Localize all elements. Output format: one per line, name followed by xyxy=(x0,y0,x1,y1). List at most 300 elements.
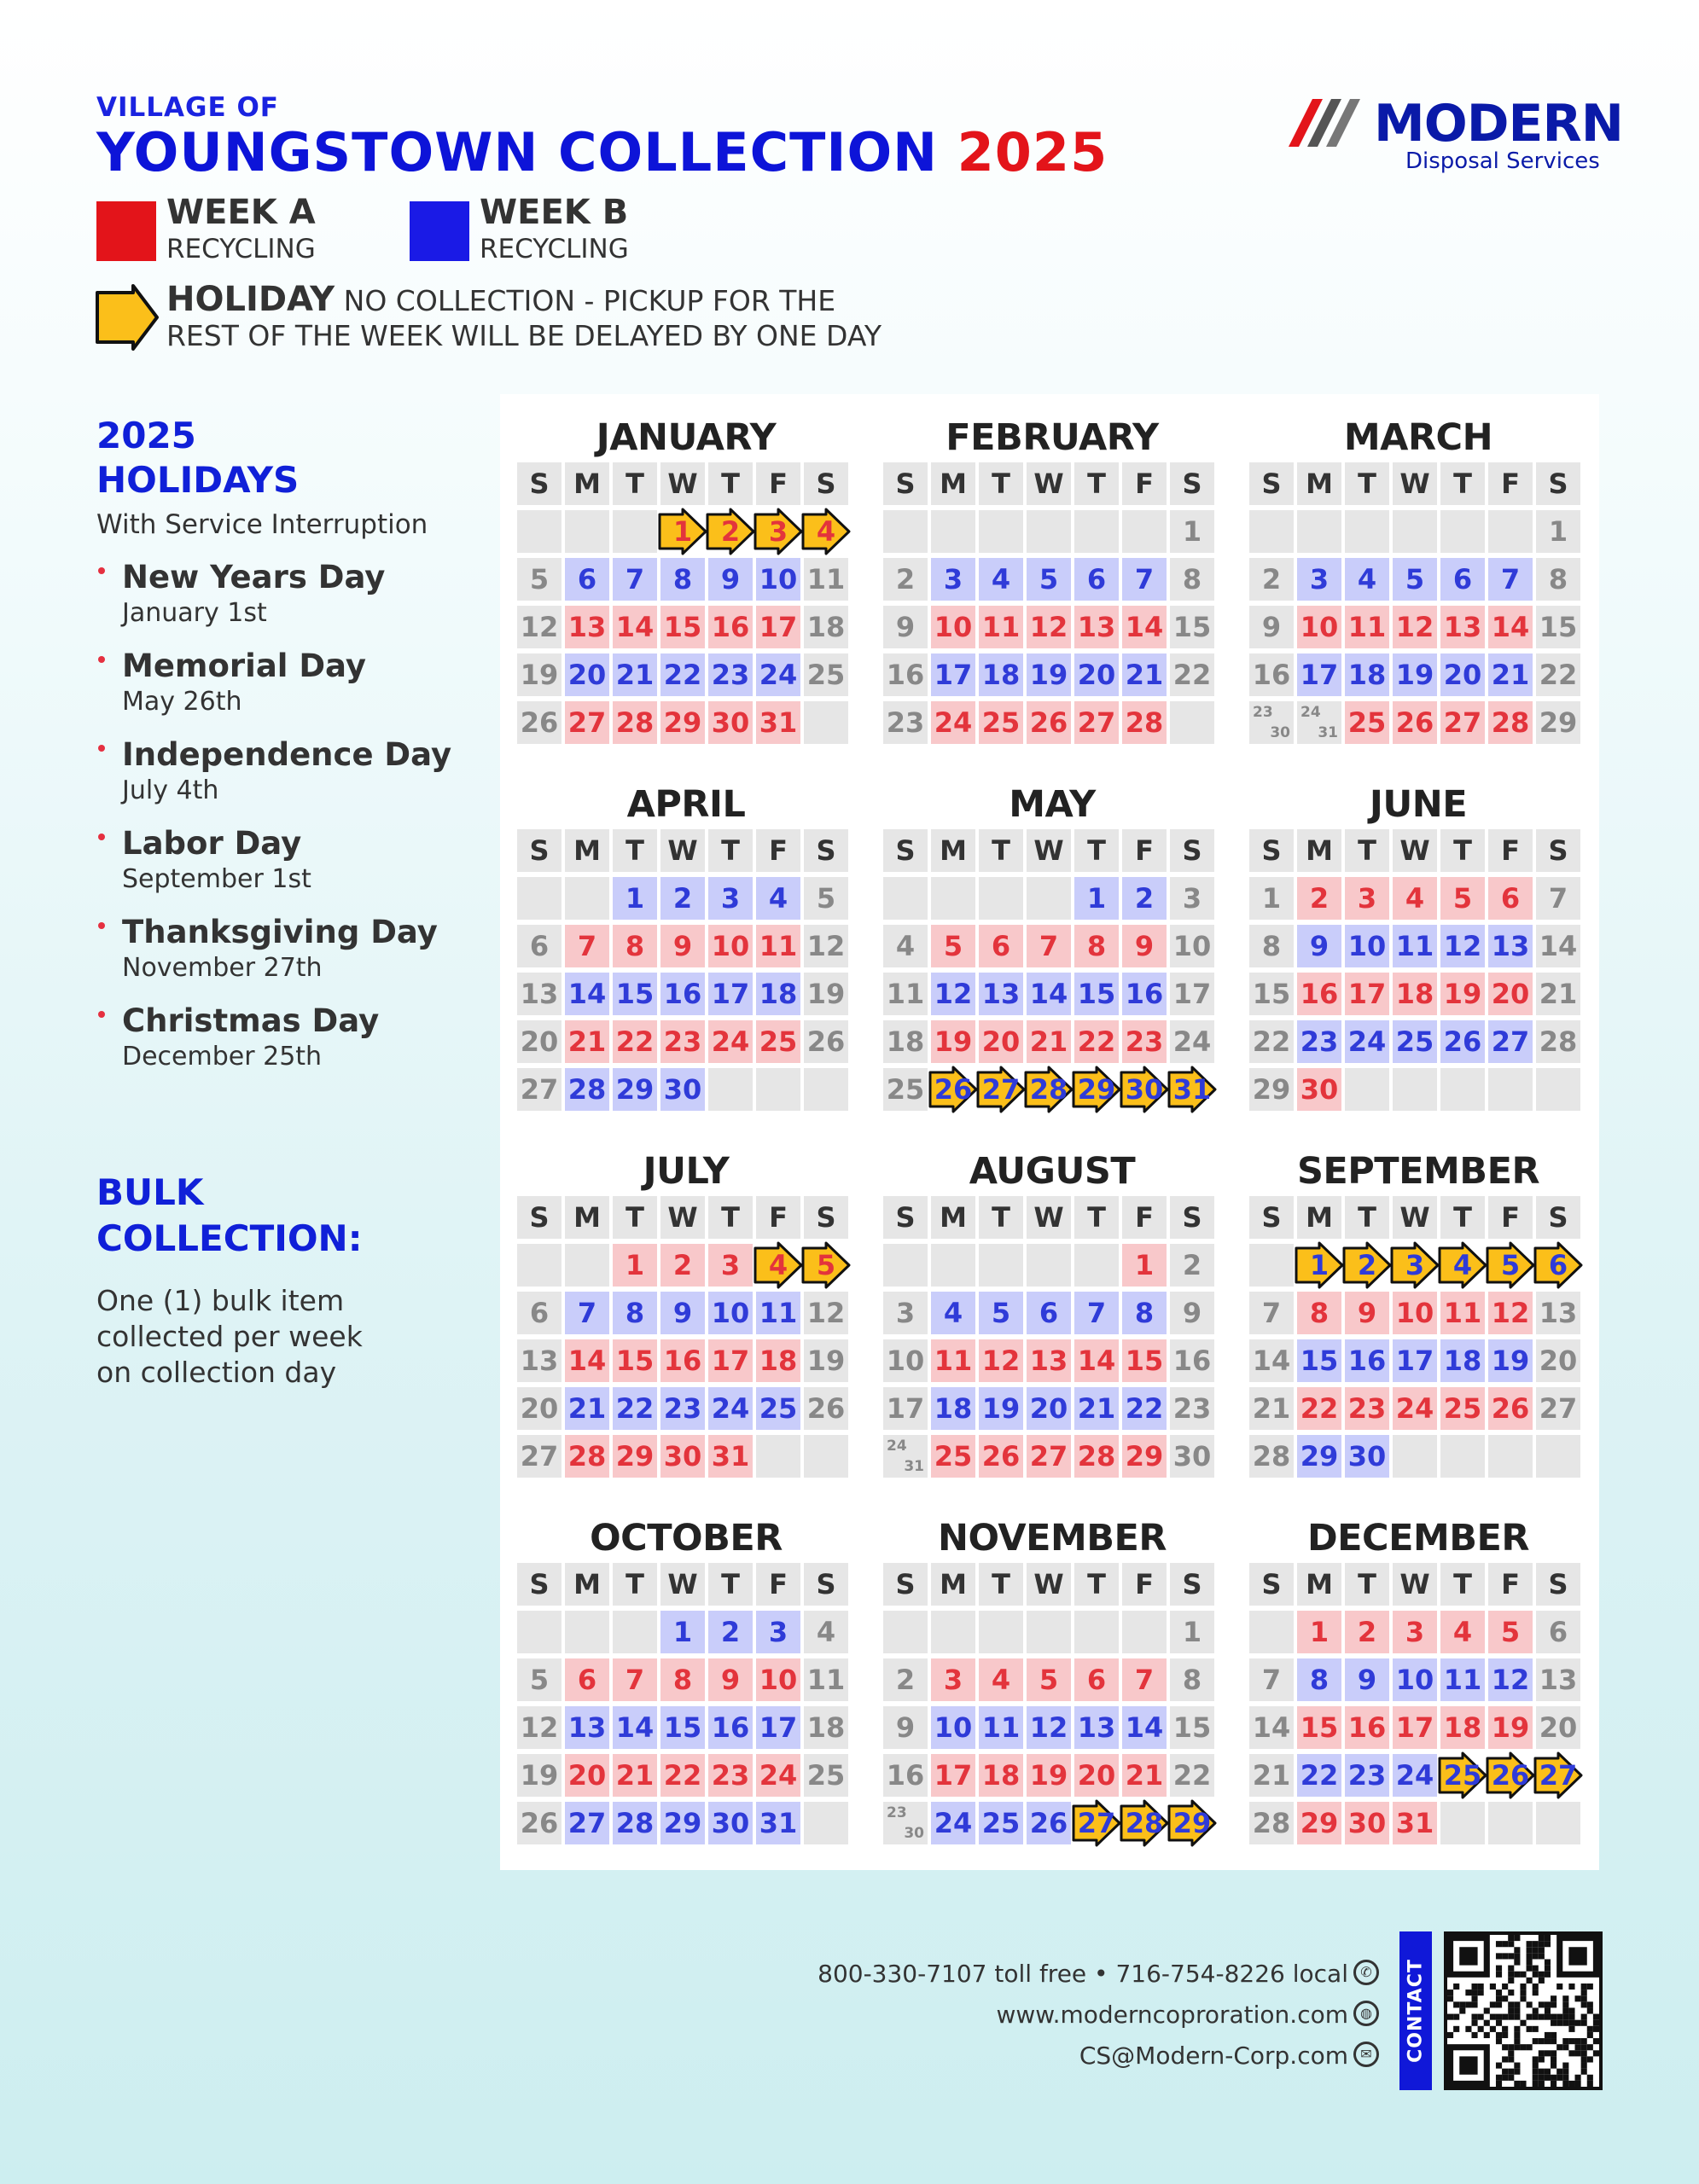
week-a-label: WEEK A xyxy=(166,193,316,232)
split-day-top: 23 xyxy=(1253,704,1273,721)
holiday-name: Memorial Day xyxy=(122,648,367,684)
day-cell: 13 xyxy=(1074,606,1119,648)
day-cell: 7 xyxy=(565,1292,609,1334)
day-cell: 26 xyxy=(517,1802,561,1844)
day-cell: 27 xyxy=(1074,701,1119,744)
empty-cell xyxy=(1393,510,1437,553)
weekday-header: M xyxy=(931,1563,975,1606)
holiday-name: Christmas Day xyxy=(122,1002,380,1039)
holiday-day-cell: 4 xyxy=(1440,1244,1485,1287)
day-cell: 16 xyxy=(660,973,705,1015)
holiday-arrow-icon xyxy=(96,284,159,351)
holiday-day-cell: 4 xyxy=(804,510,848,553)
bulk-heading-2: COLLECTION: xyxy=(96,1217,363,1259)
day-cell: 22 xyxy=(1074,1020,1119,1063)
day-cell: 28 xyxy=(565,1068,609,1111)
month-march xyxy=(1249,416,1587,741)
day-cell: 17 xyxy=(1170,973,1214,1015)
day-cell: 6 xyxy=(1074,1658,1119,1701)
day-cell: 8 xyxy=(1074,925,1119,967)
day-cell: 26 xyxy=(979,1435,1023,1478)
day-cell: 11 xyxy=(756,1292,800,1334)
day-cell: 18 xyxy=(1440,1706,1485,1749)
day-cell: 23 xyxy=(1122,1020,1167,1063)
empty-cell xyxy=(1249,510,1294,553)
day-cell: 21 xyxy=(1122,653,1167,696)
bullet-icon xyxy=(98,745,105,752)
weekday-header: S xyxy=(883,462,928,505)
day-cell: 13 xyxy=(1536,1658,1580,1701)
bulk-description xyxy=(96,1283,455,1391)
weekday-header: S xyxy=(1536,1196,1580,1239)
day-cell: 2 xyxy=(1122,877,1167,920)
holiday-day-cell: 28 xyxy=(1122,1802,1167,1844)
day-cell: 11 xyxy=(979,1706,1023,1749)
contact-website[interactable]: www.moderncoproration.com xyxy=(996,2001,1348,2029)
day-cell: 5 xyxy=(1393,558,1437,601)
day-cell: 26 xyxy=(1027,701,1071,744)
holiday-text-2: REST OF THE WEEK WILL BE DELAYED BY ONE DAY xyxy=(166,319,882,352)
month-august xyxy=(883,1150,1221,1474)
day-cell: 3 xyxy=(1297,558,1341,601)
day-cell: 13 xyxy=(1074,1706,1119,1749)
month-april xyxy=(517,783,855,1107)
day-cell: 10 xyxy=(1393,1292,1437,1334)
day-cell: 21 xyxy=(1122,1754,1167,1797)
day-cell: 2 xyxy=(1170,1244,1214,1287)
day-cell: 23 xyxy=(708,1754,753,1797)
day-cell: 4 xyxy=(804,1611,848,1653)
day-cell xyxy=(883,1802,928,1844)
day-cell: 10 xyxy=(931,1706,975,1749)
day-cell: 22 xyxy=(1170,653,1214,696)
day-cell: 19 xyxy=(1488,1706,1533,1749)
day-cell: 28 xyxy=(565,1435,609,1478)
weekday-header: T xyxy=(1440,1196,1485,1239)
day-cell: 17 xyxy=(883,1387,928,1430)
weekday-header: F xyxy=(756,1563,800,1606)
day-cell: 24 xyxy=(756,653,800,696)
day-cell: 29 xyxy=(660,1802,705,1844)
weekday-header: F xyxy=(1488,829,1533,872)
day-cell: 9 xyxy=(708,558,753,601)
day-cell: 13 xyxy=(1440,606,1485,648)
day-cell: 3 xyxy=(931,1658,975,1701)
day-cell: 24 xyxy=(708,1387,753,1430)
weekday-header: M xyxy=(1297,829,1341,872)
supertitle: VILLAGE OF xyxy=(96,92,279,123)
day-cell: 18 xyxy=(804,606,848,648)
week-a-swatch xyxy=(96,201,156,261)
day-cell: 14 xyxy=(1536,925,1580,967)
day-cell: 1 xyxy=(1170,1611,1214,1653)
day-cell: 14 xyxy=(613,606,657,648)
day-cell: 7 xyxy=(1074,1292,1119,1334)
day-cell: 12 xyxy=(804,925,848,967)
day-cell: 28 xyxy=(1536,1020,1580,1063)
day-cell: 8 xyxy=(1249,925,1294,967)
day-cell: 1 xyxy=(1170,510,1214,553)
empty-cell xyxy=(804,1802,848,1844)
day-cell: 17 xyxy=(931,653,975,696)
day-cell: 23 xyxy=(660,1020,705,1063)
day-cell: 14 xyxy=(1027,973,1071,1015)
day-cell: 22 xyxy=(1249,1020,1294,1063)
holiday-date: May 26th xyxy=(122,687,242,717)
day-cell: 19 xyxy=(931,1020,975,1063)
phone-local[interactable]: 716-754-8226 xyxy=(1115,1960,1285,1988)
day-cell: 16 xyxy=(708,606,753,648)
contact-phones xyxy=(802,1954,1348,1995)
day-cell: 28 xyxy=(1249,1802,1294,1844)
day-cell: 7 xyxy=(613,1658,657,1701)
weekday-header: M xyxy=(565,1563,609,1606)
empty-cell xyxy=(1297,510,1341,553)
toll-free-label: toll free • xyxy=(986,1960,1116,1988)
day-cell: 8 xyxy=(1536,558,1580,601)
empty-cell xyxy=(613,510,657,553)
bulk-line-2: collected per week xyxy=(96,1320,363,1353)
day-cell: 26 xyxy=(1027,1802,1071,1844)
weekday-header: S xyxy=(883,829,928,872)
day-cell: 10 xyxy=(1170,925,1214,967)
empty-cell xyxy=(979,877,1023,920)
day-cell: 21 xyxy=(1488,653,1533,696)
day-cell: 30 xyxy=(708,701,753,744)
empty-cell xyxy=(979,510,1023,553)
day-cell: 17 xyxy=(708,1339,753,1382)
empty-cell xyxy=(931,1244,975,1287)
day-cell: 5 xyxy=(1027,558,1071,601)
day-cell: 5 xyxy=(931,925,975,967)
day-cell: 19 xyxy=(1027,653,1071,696)
month-title: JANUARY xyxy=(596,416,777,459)
day-cell: 13 xyxy=(1488,925,1533,967)
weekday-header: S xyxy=(804,1563,848,1606)
day-cell: 26 xyxy=(517,701,561,744)
day-cell: 21 xyxy=(613,653,657,696)
day-cell: 12 xyxy=(1027,1706,1071,1749)
day-cell: 29 xyxy=(1249,1068,1294,1111)
day-cell: 1 xyxy=(613,1244,657,1287)
day-cell: 4 xyxy=(979,1658,1023,1701)
day-cell: 16 xyxy=(1170,1339,1214,1382)
day-cell: 30 xyxy=(1345,1802,1389,1844)
day-cell: 22 xyxy=(1122,1387,1167,1430)
day-cell: 22 xyxy=(1297,1387,1341,1430)
day-cell: 1 xyxy=(1122,1244,1167,1287)
holiday-date: September 1st xyxy=(122,864,311,894)
month-title: FEBRUARY xyxy=(946,416,1159,459)
day-cell: 9 xyxy=(1122,925,1167,967)
day-cell: 19 xyxy=(1027,1754,1071,1797)
mail-icon: ✉ xyxy=(1353,2042,1379,2067)
month-june xyxy=(1249,783,1587,1107)
day-cell: 4 xyxy=(1440,1611,1485,1653)
day-cell: 9 xyxy=(1345,1292,1389,1334)
day-cell: 11 xyxy=(1440,1292,1485,1334)
day-cell: 3 xyxy=(1345,877,1389,920)
day-cell: 20 xyxy=(1488,973,1533,1015)
holiday-day-cell: 30 xyxy=(1122,1068,1167,1111)
day-cell: 7 xyxy=(1488,558,1533,601)
empty-cell xyxy=(1536,1802,1580,1844)
day-cell: 11 xyxy=(1440,1658,1485,1701)
empty-cell xyxy=(565,1244,609,1287)
day-cell: 16 xyxy=(1297,973,1341,1015)
weekday-header: F xyxy=(1122,829,1167,872)
day-cell: 8 xyxy=(1170,558,1214,601)
day-cell: 9 xyxy=(1249,606,1294,648)
weekday-header: S xyxy=(1249,462,1294,505)
split-day-top: 24 xyxy=(1300,704,1321,721)
weekday-header: S xyxy=(1170,829,1214,872)
day-cell: 23 xyxy=(1297,1020,1341,1063)
split-day-top: 23 xyxy=(887,1804,907,1821)
holiday-day-cell: 4 xyxy=(756,1244,800,1287)
month-title: MAY xyxy=(1009,783,1096,826)
contact-email[interactable]: CS@Modern-Corp.com xyxy=(1079,2042,1348,2070)
holiday-day-cell: 28 xyxy=(1027,1068,1071,1111)
bullet-icon xyxy=(98,1011,105,1018)
weekday-header: T xyxy=(613,462,657,505)
day-cell: 18 xyxy=(979,1754,1023,1797)
day-cell: 25 xyxy=(1345,701,1389,744)
empty-cell xyxy=(1440,510,1485,553)
empty-cell xyxy=(756,1068,800,1111)
day-cell: 9 xyxy=(883,606,928,648)
day-cell: 13 xyxy=(565,1706,609,1749)
weekday-header: S xyxy=(517,829,561,872)
day-cell: 15 xyxy=(1170,606,1214,648)
day-cell: 20 xyxy=(1536,1339,1580,1382)
day-cell: 2 xyxy=(708,1611,753,1653)
weekday-header: T xyxy=(1345,1563,1389,1606)
title-text: YOUNGSTOWN COLLECTION xyxy=(96,121,939,183)
day-cell: 11 xyxy=(1393,925,1437,967)
day-cell: 12 xyxy=(931,973,975,1015)
empty-cell xyxy=(883,510,928,553)
weekday-header: T xyxy=(979,1196,1023,1239)
weekday-header: T xyxy=(613,1563,657,1606)
empty-cell xyxy=(517,1611,561,1653)
day-cell: 20 xyxy=(1536,1706,1580,1749)
calendar-panel xyxy=(500,394,1599,1870)
day-cell: 29 xyxy=(1297,1802,1341,1844)
day-cell: 17 xyxy=(1393,1339,1437,1382)
day-cell: 27 xyxy=(1488,1020,1533,1063)
day-cell: 27 xyxy=(1536,1387,1580,1430)
weekday-header: T xyxy=(1074,1196,1119,1239)
holiday-day-cell: 27 xyxy=(979,1068,1023,1111)
day-cell: 19 xyxy=(804,1339,848,1382)
day-cell: 14 xyxy=(1249,1706,1294,1749)
day-cell: 18 xyxy=(756,973,800,1015)
holiday-date: December 25th xyxy=(122,1042,323,1072)
holiday-day-cell: 2 xyxy=(1345,1244,1389,1287)
day-cell: 25 xyxy=(804,1754,848,1797)
week-b-sub: RECYCLING xyxy=(480,234,629,264)
empty-cell xyxy=(931,877,975,920)
holiday-date: November 27th xyxy=(122,953,323,983)
day-cell: 10 xyxy=(708,925,753,967)
day-cell: 18 xyxy=(979,653,1023,696)
day-cell: 29 xyxy=(660,701,705,744)
day-cell: 18 xyxy=(804,1706,848,1749)
day-cell: 3 xyxy=(1170,877,1214,920)
day-cell: 13 xyxy=(979,973,1023,1015)
day-cell: 12 xyxy=(1440,925,1485,967)
day-cell: 4 xyxy=(883,925,928,967)
bullet-icon xyxy=(98,834,105,840)
holiday-day-cell: 25 xyxy=(1440,1754,1485,1797)
day-cell: 6 xyxy=(1488,877,1533,920)
logo-name: MODERN xyxy=(1374,94,1623,154)
empty-cell xyxy=(1249,1611,1294,1653)
empty-cell xyxy=(1170,701,1214,744)
day-cell: 9 xyxy=(1170,1292,1214,1334)
weekday-header: F xyxy=(1488,1196,1533,1239)
empty-cell xyxy=(1027,1611,1071,1653)
empty-cell xyxy=(1488,1802,1533,1844)
holiday-day-cell: 5 xyxy=(804,1244,848,1287)
bulk-heading-1: BULK xyxy=(96,1171,204,1213)
day-cell: 18 xyxy=(756,1339,800,1382)
week-b-swatch xyxy=(410,201,469,261)
weekday-header: S xyxy=(804,1196,848,1239)
day-cell: 9 xyxy=(708,1658,753,1701)
split-day-bottom: 31 xyxy=(904,1458,924,1475)
empty-cell xyxy=(1393,1435,1437,1478)
day-cell: 22 xyxy=(1170,1754,1214,1797)
day-cell: 10 xyxy=(756,1658,800,1701)
day-cell: 8 xyxy=(1170,1658,1214,1701)
day-cell: 25 xyxy=(883,1068,928,1111)
weekday-header: W xyxy=(1027,1563,1071,1606)
day-cell: 17 xyxy=(708,973,753,1015)
day-cell: 16 xyxy=(660,1339,705,1382)
empty-cell xyxy=(565,510,609,553)
day-cell: 6 xyxy=(517,925,561,967)
bullet-icon xyxy=(98,567,105,574)
day-cell: 15 xyxy=(1297,1339,1341,1382)
month-september xyxy=(1249,1150,1587,1474)
day-cell: 20 xyxy=(1074,1754,1119,1797)
month-title: JUNE xyxy=(1369,783,1468,826)
month-title: JULY xyxy=(643,1150,730,1193)
globe-icon: ◍ xyxy=(1353,2001,1379,2026)
day-cell: 16 xyxy=(1345,1339,1389,1382)
weekday-header: S xyxy=(517,462,561,505)
holidays-heading: HOLIDAYS xyxy=(96,459,300,501)
day-cell: 5 xyxy=(1440,877,1485,920)
day-cell: 24 xyxy=(756,1754,800,1797)
weekday-header: S xyxy=(804,829,848,872)
empty-cell xyxy=(931,510,975,553)
day-cell: 28 xyxy=(613,701,657,744)
day-cell: 9 xyxy=(883,1706,928,1749)
bullet-icon xyxy=(98,656,105,663)
holiday-name: Independence Day xyxy=(122,736,452,773)
empty-cell xyxy=(1536,1435,1580,1478)
day-cell: 13 xyxy=(1027,1339,1071,1382)
weekday-header: T xyxy=(1440,1563,1485,1606)
weekday-header: S xyxy=(517,1563,561,1606)
day-cell: 22 xyxy=(1297,1754,1341,1797)
weekday-header: M xyxy=(565,829,609,872)
holiday-date: July 4th xyxy=(122,775,219,805)
holiday-day-cell: 2 xyxy=(708,510,753,553)
week-a-sub: RECYCLING xyxy=(166,234,316,264)
weekday-header: S xyxy=(1170,1563,1214,1606)
weekday-header: T xyxy=(1440,829,1485,872)
weekday-header: W xyxy=(1027,462,1071,505)
day-cell: 21 xyxy=(565,1020,609,1063)
day-cell: 21 xyxy=(1074,1387,1119,1430)
day-cell: 14 xyxy=(565,973,609,1015)
day-cell: 17 xyxy=(1393,1706,1437,1749)
weekday-header: M xyxy=(1297,1563,1341,1606)
month-may xyxy=(883,783,1221,1107)
contact-tab-label: CONTACT xyxy=(1405,1959,1427,2063)
empty-cell xyxy=(613,1611,657,1653)
day-cell: 21 xyxy=(1536,973,1580,1015)
day-cell: 29 xyxy=(1536,701,1580,744)
day-cell: 7 xyxy=(1122,1658,1167,1701)
day-cell: 13 xyxy=(565,606,609,648)
day-cell: 23 xyxy=(1345,1754,1389,1797)
qr-code[interactable] xyxy=(1444,1931,1603,2090)
day-cell: 4 xyxy=(1393,877,1437,920)
day-cell: 8 xyxy=(613,1292,657,1334)
day-cell: 16 xyxy=(883,1754,928,1797)
weekday-header: W xyxy=(1393,1563,1437,1606)
day-cell: 14 xyxy=(1122,1706,1167,1749)
empty-cell xyxy=(517,510,561,553)
empty-cell xyxy=(1345,1068,1389,1111)
day-cell: 19 xyxy=(517,1754,561,1797)
day-cell: 10 xyxy=(1345,925,1389,967)
day-cell: 16 xyxy=(708,1706,753,1749)
weekday-header: S xyxy=(1536,462,1580,505)
split-day-bottom: 31 xyxy=(1318,724,1338,741)
logo-sub: Disposal Services xyxy=(1405,148,1600,174)
day-cell: 6 xyxy=(1536,1611,1580,1653)
bulk-line-1: One (1) bulk item xyxy=(96,1284,345,1317)
day-cell: 23 xyxy=(1345,1387,1389,1430)
holiday-day-cell: 26 xyxy=(1488,1754,1533,1797)
weekday-header: M xyxy=(931,1196,975,1239)
day-cell: 11 xyxy=(931,1339,975,1382)
phone-toll-free[interactable]: 800-330-7107 xyxy=(817,1960,987,1988)
weekday-header: S xyxy=(1249,829,1294,872)
month-january xyxy=(517,416,855,741)
day-cell: 12 xyxy=(1488,1292,1533,1334)
day-cell: 28 xyxy=(1122,701,1167,744)
day-cell: 19 xyxy=(1393,653,1437,696)
weekday-header: T xyxy=(613,1196,657,1239)
day-cell: 23 xyxy=(883,701,928,744)
day-cell: 9 xyxy=(1297,925,1341,967)
month-title: DECEMBER xyxy=(1306,1517,1530,1560)
empty-cell xyxy=(1249,1244,1294,1287)
day-cell: 27 xyxy=(565,701,609,744)
day-cell: 30 xyxy=(660,1068,705,1111)
empty-cell xyxy=(979,1611,1023,1653)
day-cell: 26 xyxy=(1488,1387,1533,1430)
day-cell: 2 xyxy=(660,1244,705,1287)
month-december xyxy=(1249,1517,1587,1841)
